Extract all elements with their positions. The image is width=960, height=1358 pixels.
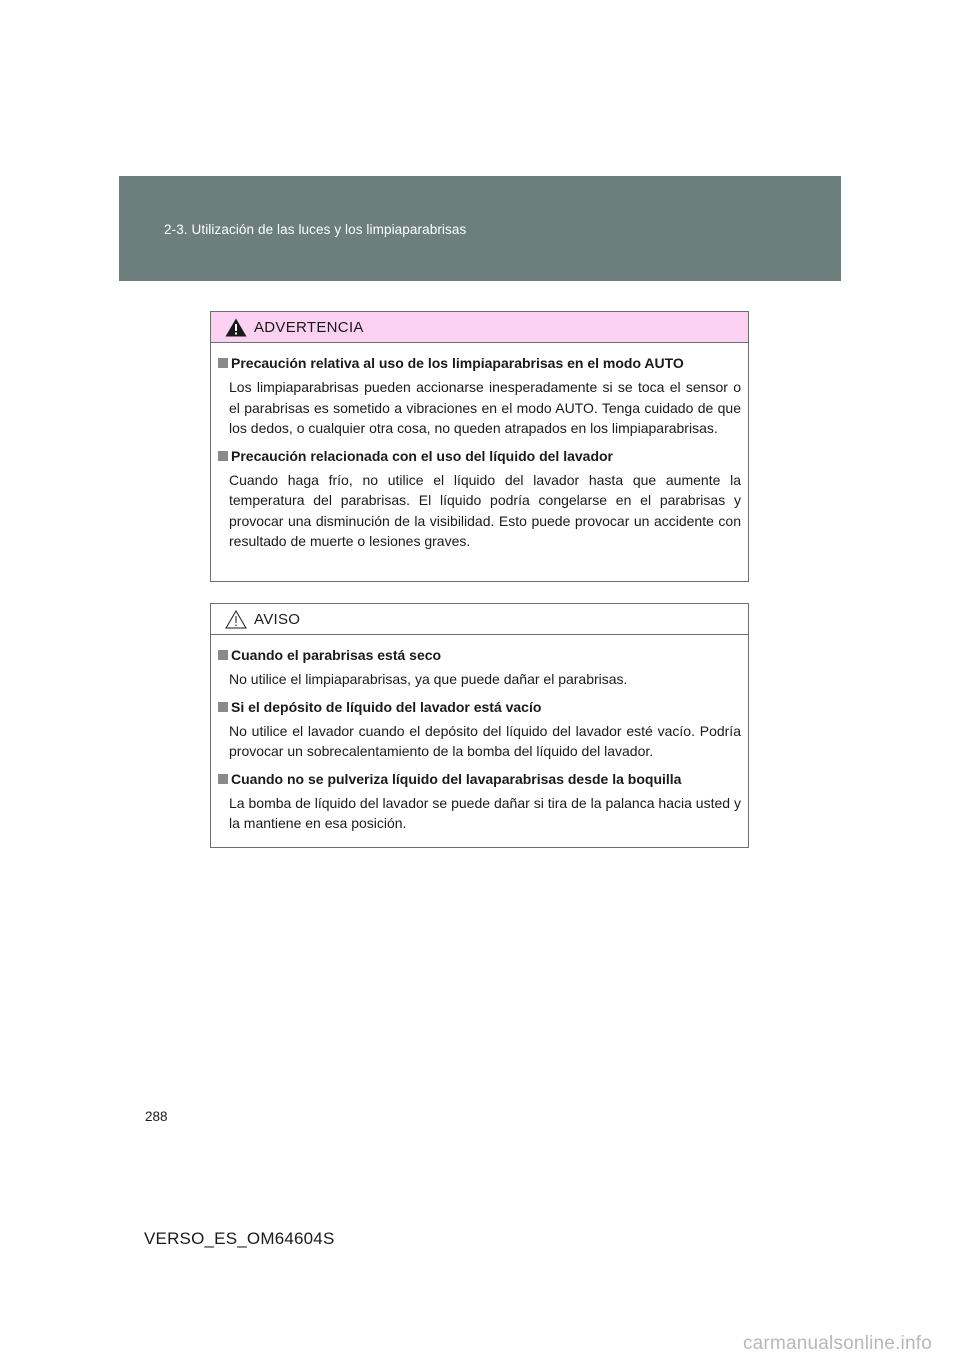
warning-item-text: Cuando haga frío, no utilice el líquido del lavador hasta que aumente la temperatura del parabrisas. El líquido podría congelarse en el parabrisas y provocar una disminución de la visibilidad. Esto puede provocar un accidente con resultado de muerte o lesiones graves. [229,471,741,549]
square-bullet-icon [218,702,228,712]
notice-item-text: La bomba de líquido del lavador se puede dañar si tira de la palanca hacia usted y la mantiene en esa posición. [229,794,741,831]
square-bullet-icon [218,451,228,461]
notice-item [218,697,741,762]
notice-title: AVISO [254,611,301,628]
section-title: 2-3. Utilización de las luces y los limpiaparabrisas [164,222,467,237]
notice-box-body [211,635,748,834]
warning-item-heading: Precaución relativa al uso de los limpiaparabrisas en el modo AUTO [231,355,684,371]
notice-item-text: No utilice el limpiaparabrisas, ya que puede dañar el parabrisas. [229,671,628,687]
square-bullet-icon [218,650,228,660]
warning-item [218,446,741,552]
notice-item-text: No utilice el lavador cuando el depósito del líquido del lavador esté vacío. Podría provocar un sobrecalentamiento de la bomba del líquido del lavador. [229,722,741,759]
notice-item-heading: Cuando no se pulveriza líquido del lavaparabrisas desde la boquilla [231,770,682,787]
warning-item [218,353,741,439]
notice-item [218,769,741,834]
warning-box-body [211,343,748,552]
document-code: VERSO_ES_OM64604S [144,1229,335,1248]
section-header-band [119,176,841,281]
notice-item-heading: Cuando el parabrisas está seco [231,647,442,663]
square-bullet-icon [218,774,228,784]
page-number: 288 [145,1109,168,1124]
warning-item-heading: Precaución relacionada con el uso del líquido del lavador [231,447,613,464]
warning-item-text: Los limpiaparabrisas pueden accionarse inesperadamente si se toca el sensor o el parabrisas es sometido a vibraciones en el modo AUTO. Tenga cuidado de que los dedos, o cualquier otra cosa, no queden atrapados en los limpiaparabrisas. [229,379,741,436]
warning-box [210,311,749,582]
notice-item [218,645,741,690]
warning-box-header [211,312,748,343]
warning-title: ADVERTENCIA [254,319,364,336]
watermark-link[interactable]: carmanualsonline.info [742,1333,932,1354]
square-bullet-icon [218,358,228,368]
notice-box-header [211,604,748,635]
warning-triangle-outline-icon [225,610,247,629]
notice-box [210,603,749,848]
warning-triangle-filled-icon [225,318,247,337]
notice-item-heading: Si el depósito de líquido del lavador está vacío [231,698,542,715]
